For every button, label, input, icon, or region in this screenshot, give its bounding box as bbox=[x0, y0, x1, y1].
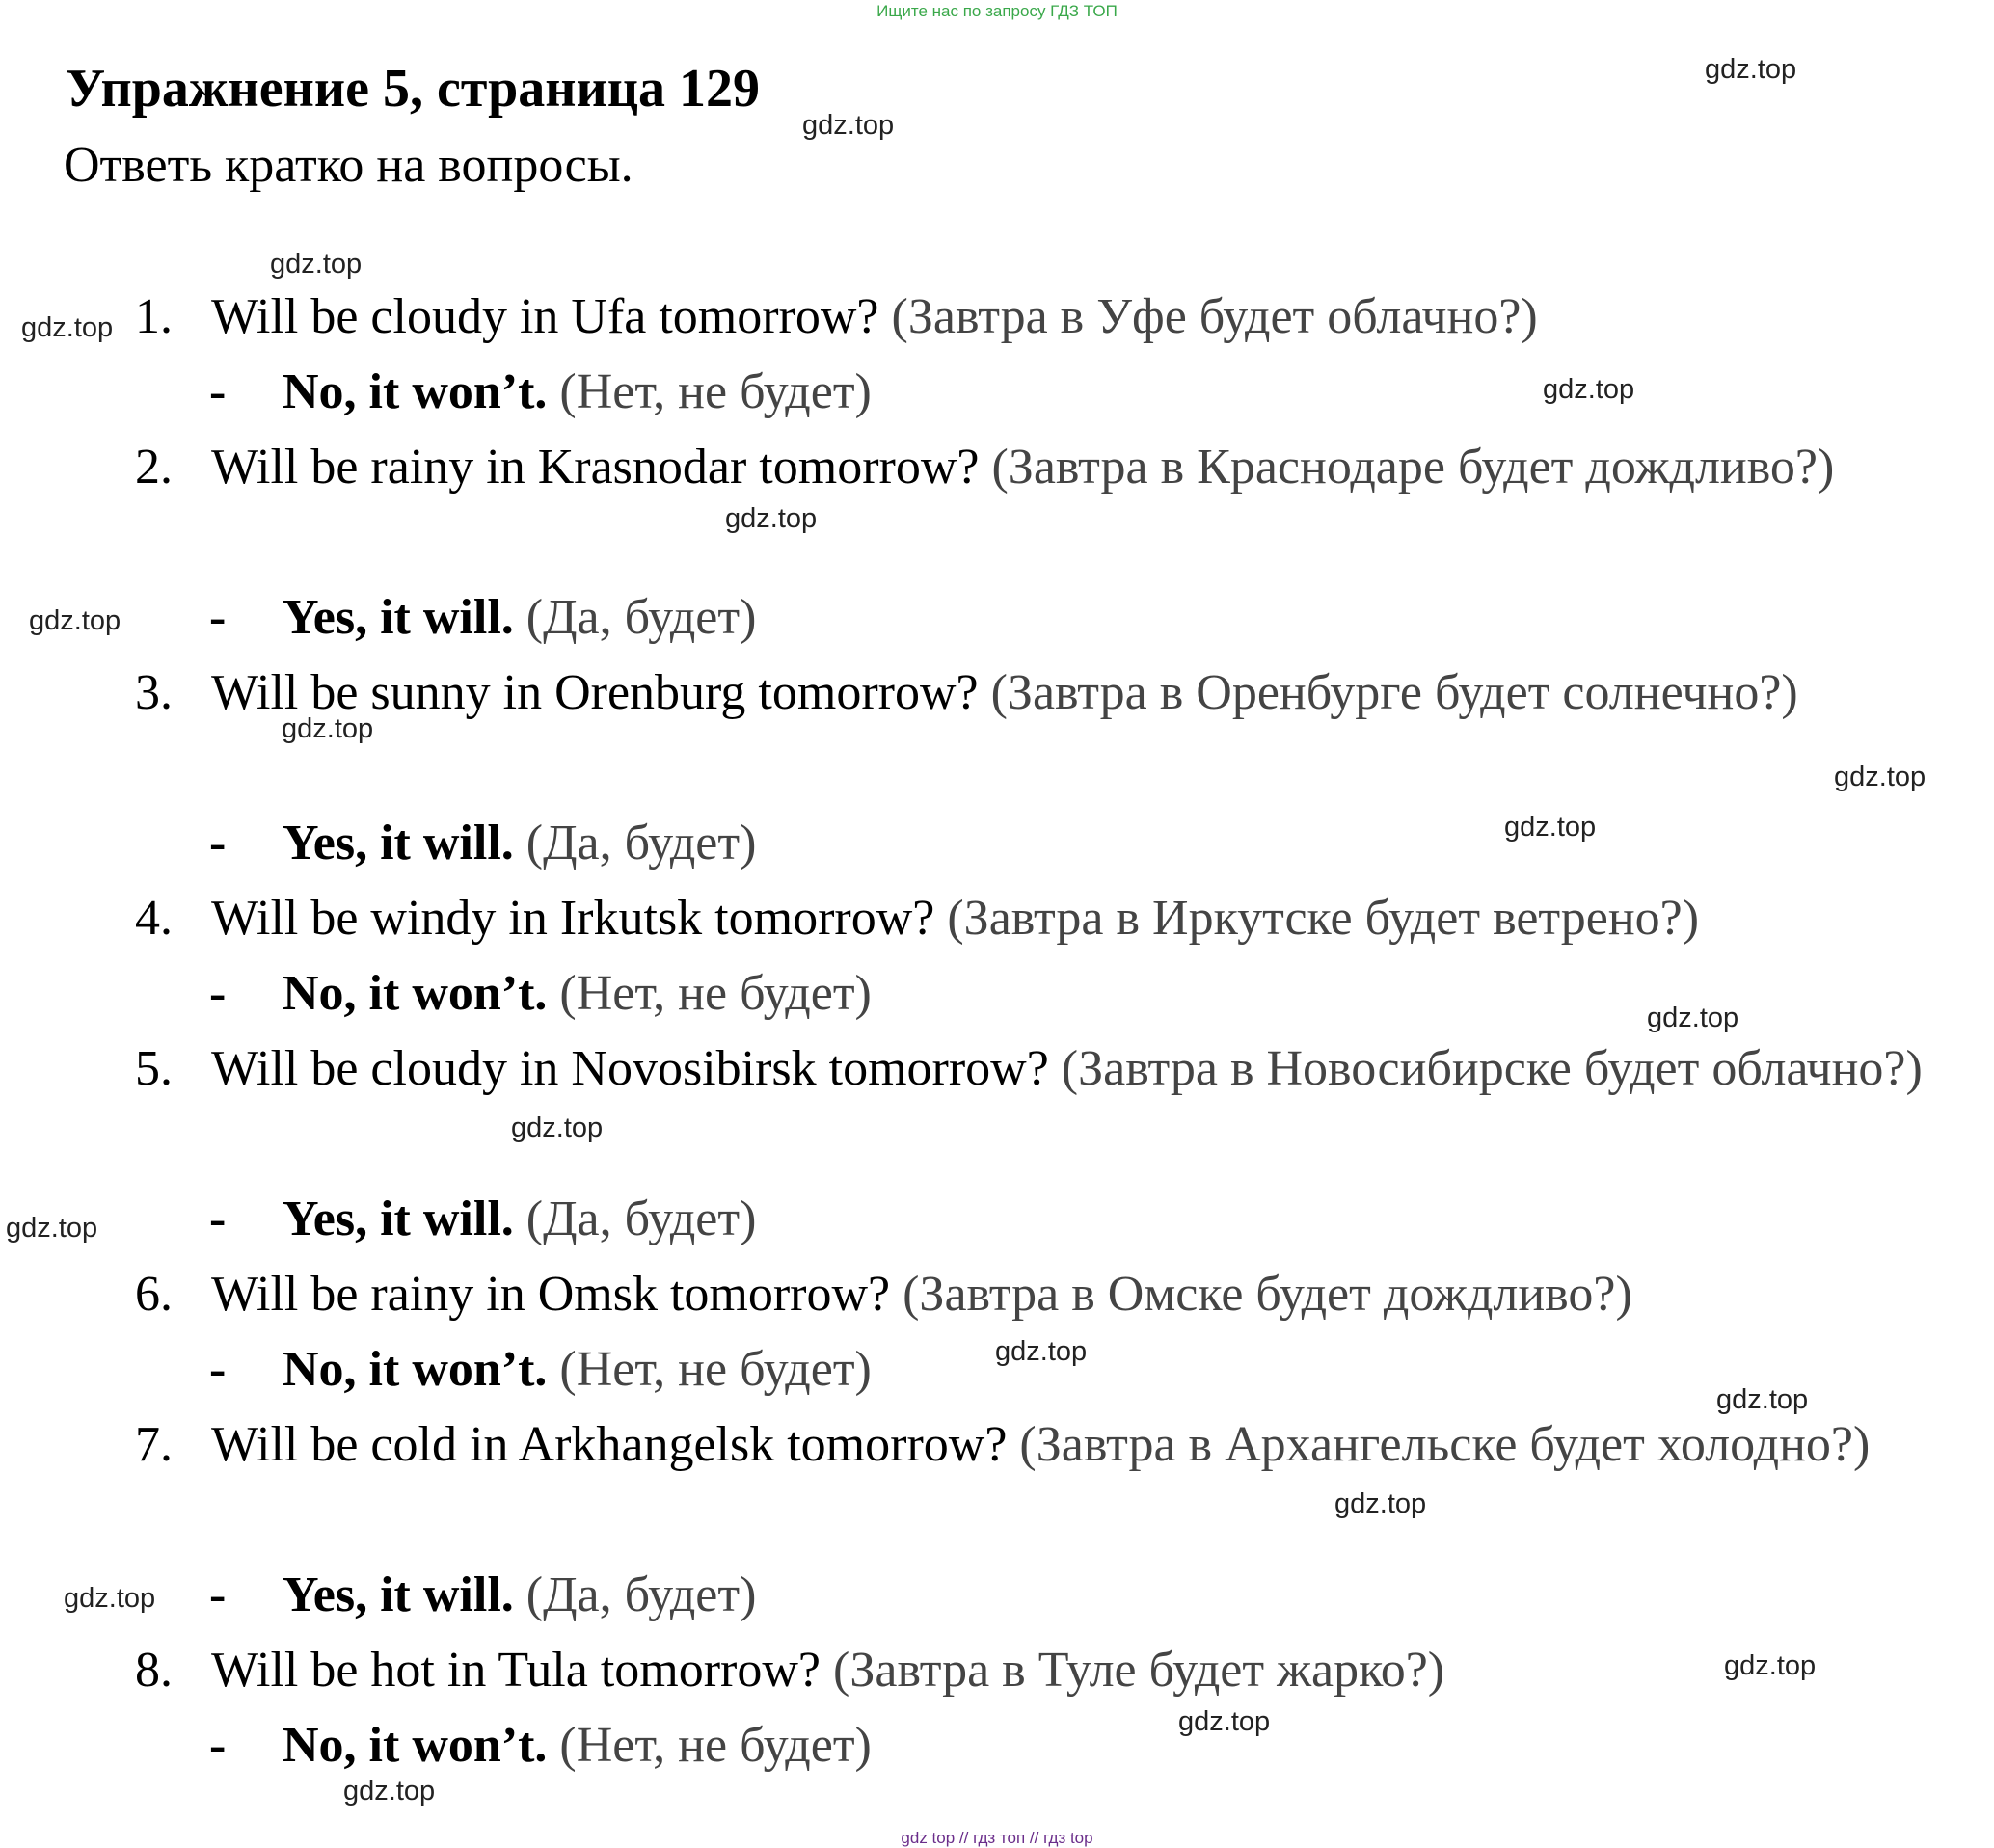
watermark: gdz.top bbox=[511, 1112, 604, 1143]
watermark: gdz.top bbox=[270, 249, 363, 280]
answer-russian: (Нет, не будет) bbox=[559, 1342, 872, 1397]
item-number: 8. bbox=[135, 1643, 173, 1698]
item-number: 3. bbox=[135, 665, 173, 720]
answer-russian: (Нет, не будет) bbox=[559, 1718, 872, 1773]
question-english: Will be rainy in Omsk tomorrow? bbox=[211, 1267, 891, 1322]
exercise-instruction: Ответь кратко на вопросы. bbox=[64, 138, 633, 193]
answer-russian: (Нет, не будет) bbox=[559, 966, 872, 1021]
answer-text bbox=[283, 355, 872, 430]
answer-dash: - bbox=[209, 966, 227, 1021]
question-text bbox=[211, 1257, 1632, 1332]
question-english: Will be sunny in Orenburg tomorrow? bbox=[211, 665, 979, 720]
question-russian: (Завтра в Оренбурге будет солнечно?) bbox=[990, 665, 1798, 720]
item-number: 2. bbox=[135, 440, 173, 495]
question-text bbox=[211, 881, 1699, 956]
answer-russian: (Да, будет) bbox=[525, 816, 757, 870]
answer-english: No, it won’t. bbox=[283, 1718, 548, 1773]
watermark: gdz.top bbox=[343, 1776, 436, 1807]
watermark: gdz.top bbox=[1724, 1650, 1817, 1681]
item-number: 6. bbox=[135, 1267, 173, 1322]
question-text bbox=[211, 430, 1962, 505]
answer-dash: - bbox=[209, 364, 227, 419]
watermark: gdz.top bbox=[1705, 54, 1797, 85]
answer-russian: (Да, будет) bbox=[525, 1192, 757, 1246]
answer-text bbox=[283, 580, 756, 656]
watermark: gdz.top bbox=[1834, 762, 1927, 792]
question-text bbox=[211, 1407, 1962, 1483]
item-number: 7. bbox=[135, 1417, 173, 1472]
item-number: 1. bbox=[135, 289, 173, 344]
answer-text bbox=[283, 956, 872, 1031]
question-english: Will be rainy in Krasnodar tomorrow? bbox=[211, 440, 980, 495]
watermark: gdz.top bbox=[29, 605, 121, 636]
item-number: 4. bbox=[135, 891, 173, 946]
watermark: gdz.top bbox=[282, 713, 374, 744]
top-banner-link[interactable]: Ищите нас по запросу ГДЗ ТОП bbox=[876, 2, 1118, 20]
item-number: 5. bbox=[135, 1041, 173, 1096]
exercise-title: Упражнение 5, страница 129 bbox=[66, 59, 761, 119]
watermark: gdz.top bbox=[995, 1336, 1088, 1367]
answer-english: Yes, it will. bbox=[283, 816, 514, 870]
watermark: gdz.top bbox=[725, 503, 818, 534]
answer-russian: (Да, будет) bbox=[525, 590, 757, 645]
answer-text bbox=[283, 806, 756, 881]
footer-links[interactable]: gdz top // гдз топ // гдз top bbox=[901, 1829, 1093, 1847]
answer-dash: - bbox=[209, 1567, 227, 1622]
question-russian: (Завтра в Уфе будет облачно?) bbox=[891, 289, 1538, 344]
answer-english: No, it won’t. bbox=[283, 1342, 548, 1397]
watermark: gdz.top bbox=[802, 110, 895, 141]
answer-english: Yes, it will. bbox=[283, 1567, 514, 1622]
question-russian: (Завтра в Иркутске будет ветрено?) bbox=[947, 891, 1700, 946]
answer-russian: (Да, будет) bbox=[525, 1567, 757, 1622]
question-text bbox=[211, 1031, 1962, 1107]
answer-english: No, it won’t. bbox=[283, 364, 548, 419]
answer-english: Yes, it will. bbox=[283, 590, 514, 645]
question-russian: (Завтра в Омске будет дождливо?) bbox=[903, 1267, 1632, 1322]
watermark: gdz.top bbox=[1178, 1706, 1271, 1737]
question-text bbox=[211, 1633, 1444, 1708]
question-english: Will be hot in Tula tomorrow? bbox=[211, 1643, 821, 1698]
answer-russian: (Нет, не будет) bbox=[559, 364, 872, 419]
answer-dash: - bbox=[209, 816, 227, 870]
question-english: Will be cloudy in Novosibirsk tomorrow? bbox=[211, 1041, 1049, 1096]
question-english: Will be cloudy in Ufa tomorrow? bbox=[211, 289, 879, 344]
question-english: Will be cold in Arkhangelsk tomorrow? bbox=[211, 1417, 1008, 1472]
question-english: Will be windy in Irkutsk tomorrow? bbox=[211, 891, 935, 946]
answer-dash: - bbox=[209, 1342, 227, 1397]
watermark: gdz.top bbox=[1647, 1003, 1739, 1033]
watermark: gdz.top bbox=[1716, 1384, 1809, 1415]
watermark: gdz.top bbox=[1504, 812, 1597, 843]
answer-dash: - bbox=[209, 1718, 227, 1773]
answer-text bbox=[283, 1558, 756, 1633]
answer-text bbox=[283, 1332, 872, 1407]
watermark: gdz.top bbox=[1543, 374, 1635, 405]
watermark: gdz.top bbox=[21, 312, 114, 343]
question-text bbox=[211, 280, 1538, 355]
answer-english: Yes, it will. bbox=[283, 1192, 514, 1246]
answer-dash: - bbox=[209, 1192, 227, 1246]
answer-dash: - bbox=[209, 590, 227, 645]
question-russian: (Завтра в Краснодаре будет дождливо?) bbox=[991, 440, 1835, 495]
watermark: gdz.top bbox=[64, 1583, 156, 1614]
question-text bbox=[211, 656, 1962, 731]
question-russian: (Завтра в Архангельске будет холодно?) bbox=[1019, 1417, 1871, 1472]
question-russian: (Завтра в Новосибирске будет облачно?) bbox=[1061, 1041, 1923, 1096]
answer-english: No, it won’t. bbox=[283, 966, 548, 1021]
answer-text bbox=[283, 1708, 872, 1783]
question-russian: (Завтра в Туле будет жарко?) bbox=[833, 1643, 1445, 1698]
watermark: gdz.top bbox=[6, 1213, 98, 1244]
watermark: gdz.top bbox=[1334, 1488, 1427, 1519]
answer-text bbox=[283, 1182, 756, 1257]
